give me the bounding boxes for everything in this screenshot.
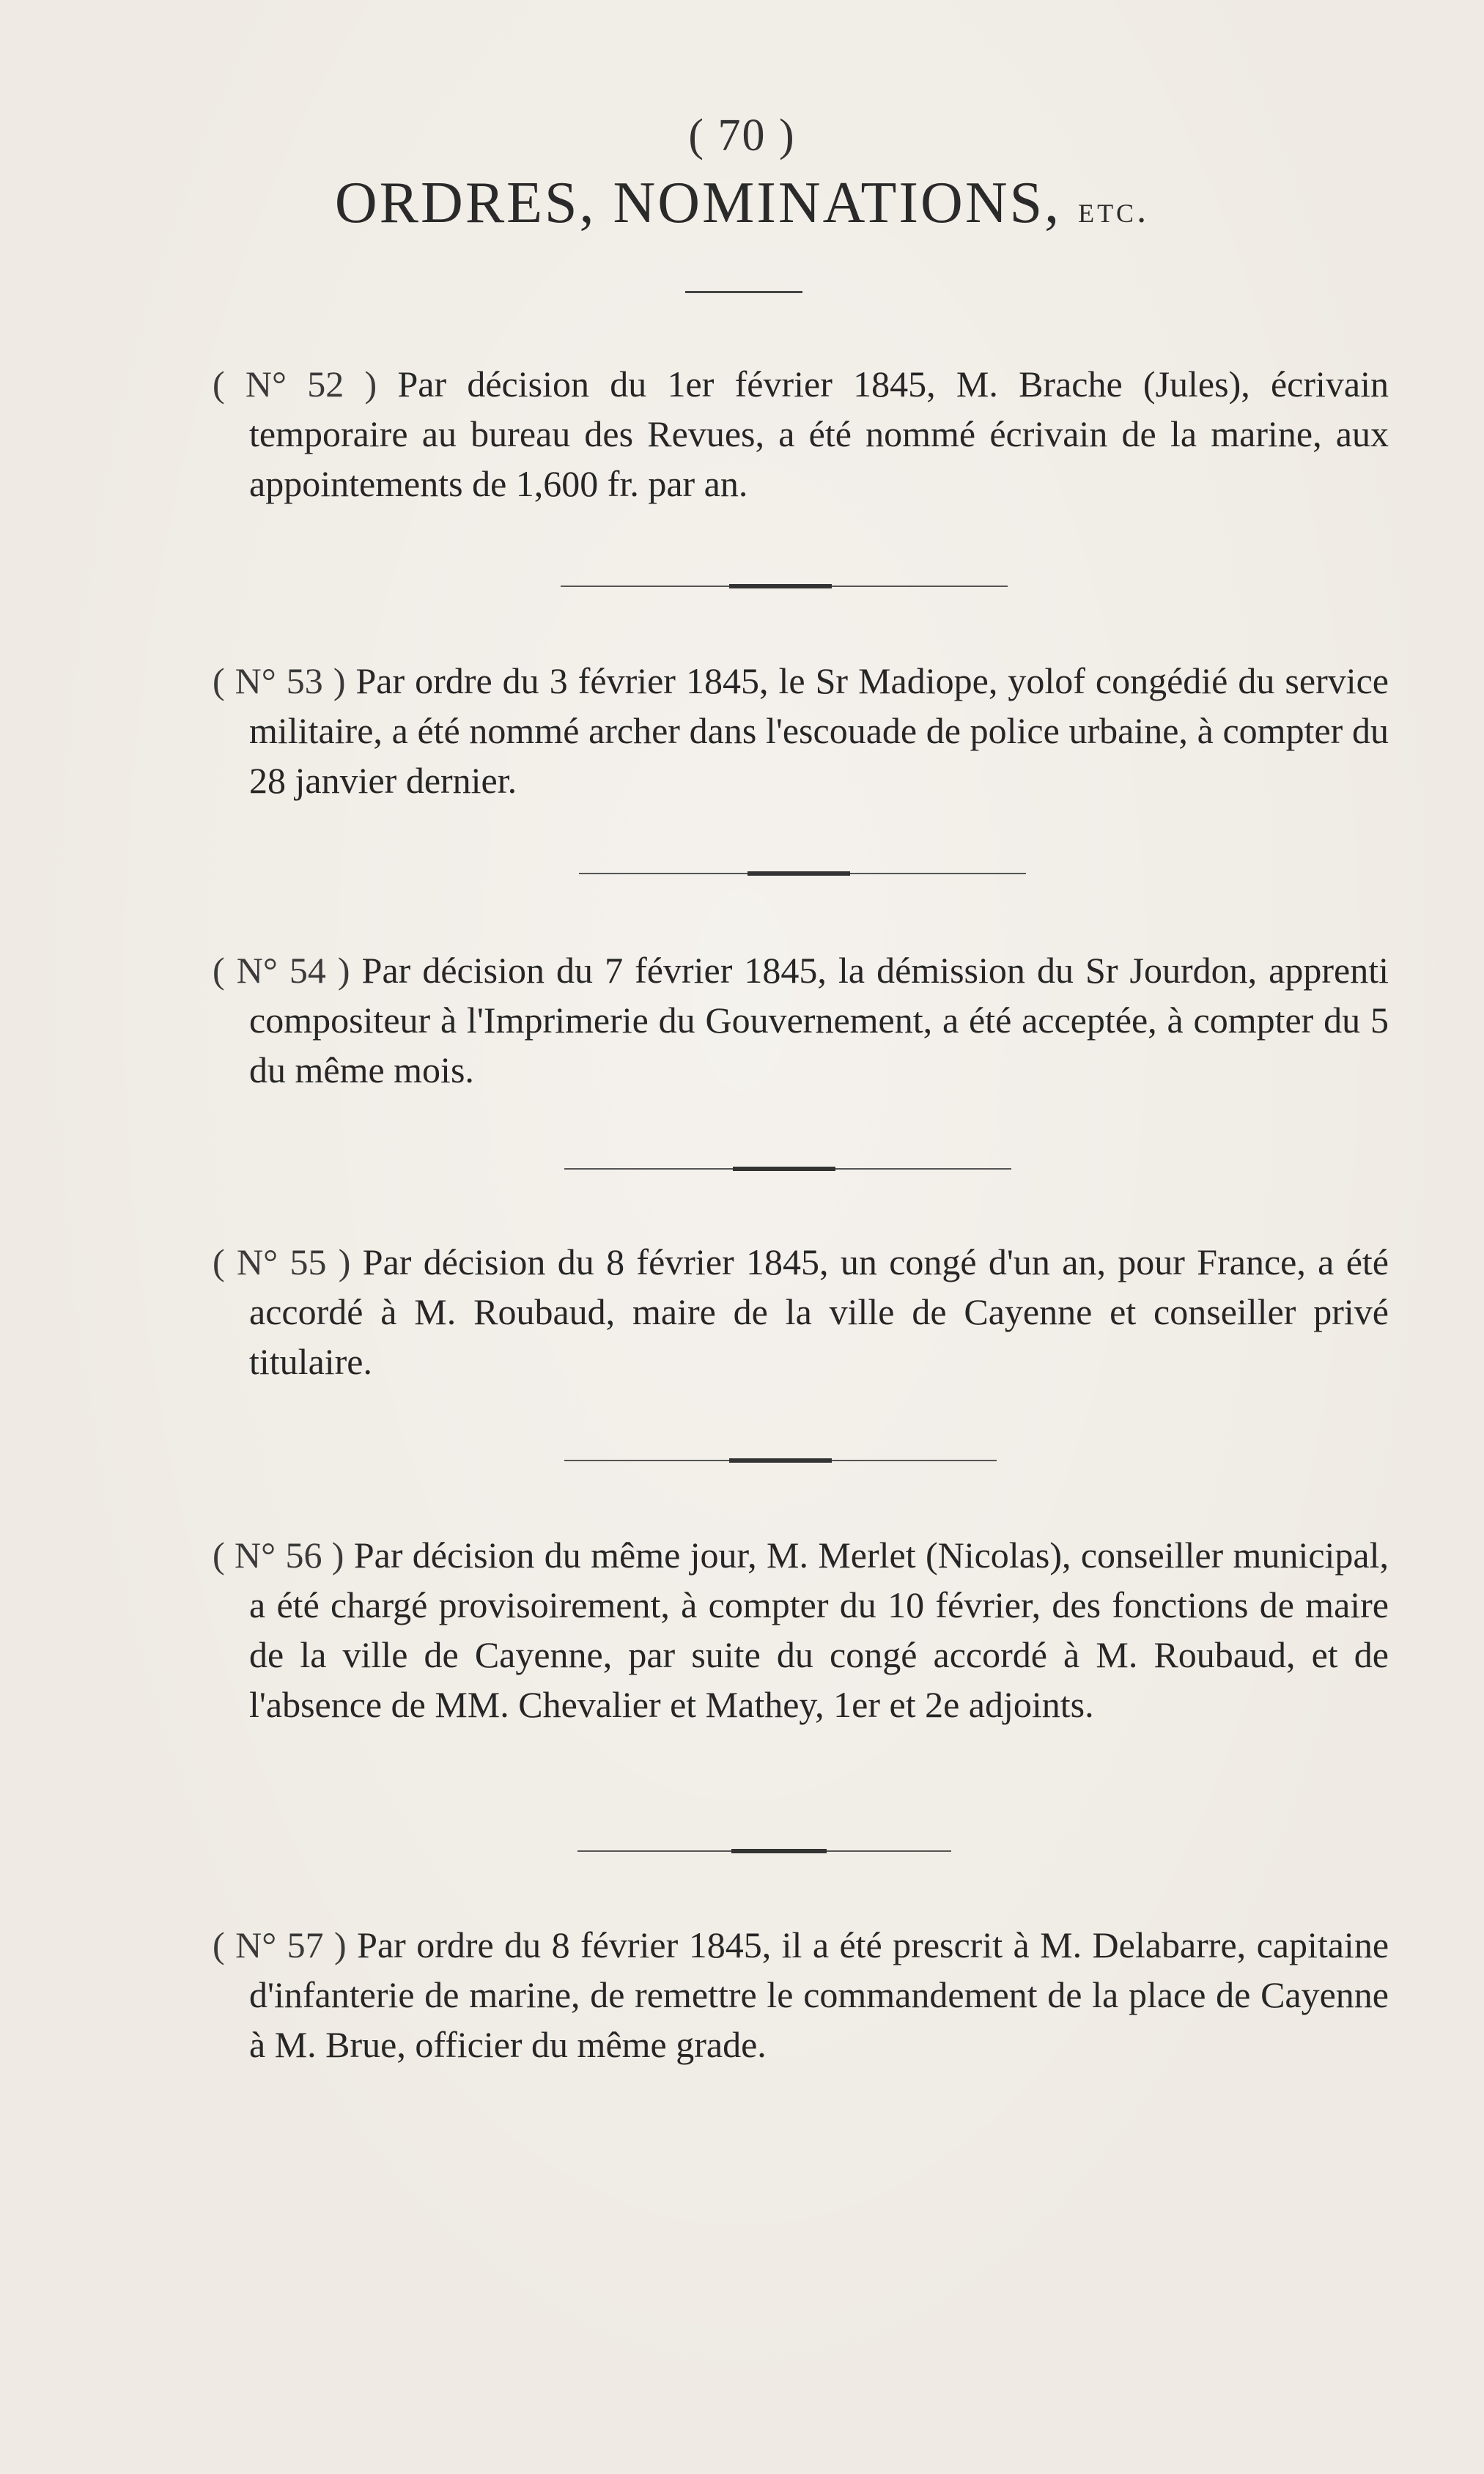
entry-text: Par décision du 1er février 1845, M. Brache (Jules), écrivain temporaire au bureau des Revues, a été nommé écrivain de la marine, aux appointements de 1,600 fr. par an.	[249, 363, 1389, 504]
title-rule	[685, 291, 802, 293]
entry-54	[213, 945, 1389, 1095]
page-title	[0, 170, 1484, 237]
entry-number: ( N° 53 )	[213, 660, 346, 701]
entry-number: ( N° 55 )	[213, 1241, 351, 1282]
page-title-etc: etc.	[1078, 189, 1150, 231]
entry-text: Par décision du 7 février 1845, la démission du Sr Jourdon, apprenti compositeur à l'Imprimerie du Gouvernement, a été acceptée, à compter du 5 du même mois.	[249, 950, 1389, 1090]
entry-55	[213, 1237, 1389, 1386]
entry-number: ( N° 56 )	[213, 1535, 344, 1576]
entry-57	[213, 1920, 1389, 2069]
entry-53	[213, 656, 1389, 805]
separator-rule	[577, 1850, 951, 1852]
entry-text: Par décision du même jour, M. Merlet (Nicolas), conseiller municipal, a été chargé provisoirement, à compter du 10 février, des fonctions de maire de la ville de Cayenne, par suite du congé accordé à M. Roubaud, et de l'absence de MM. Chevalier et Mathey, 1er et 2e adjoints.	[249, 1535, 1389, 1725]
entry-text: Par ordre du 3 février 1845, le Sr Madiope, yolof congédié du service militaire, a été nommé archer dans l'escouade de police urbaine, à compter du 28 janvier dernier.	[249, 660, 1389, 801]
entry-number: ( N° 57 )	[213, 1924, 347, 1965]
page-title-main: ORDRES, NOMINATIONS,	[334, 171, 1062, 235]
entry-text: Par ordre du 8 février 1845, il a été prescrit à M. Delabarre, capitaine d'infanterie de marine, de remettre le commandement de la place de Cayenne à M. Brue, officier du même grade.	[249, 1924, 1389, 2065]
separator-rule	[561, 586, 1008, 587]
entry-text: Par décision du 8 février 1845, un congé d'un an, pour France, a été accordé à M. Roubaud, maire de la ville de Cayenne et conseiller privé titulaire.	[249, 1241, 1389, 1382]
entry-56	[213, 1530, 1389, 1729]
separator-rule	[579, 873, 1026, 874]
entry-52	[213, 359, 1389, 509]
entry-number: ( N° 52 )	[213, 363, 377, 405]
page-number: ( 70 )	[688, 111, 796, 160]
entry-number: ( N° 54 )	[213, 950, 350, 991]
separator-rule	[564, 1460, 997, 1461]
separator-rule	[564, 1168, 1011, 1170]
